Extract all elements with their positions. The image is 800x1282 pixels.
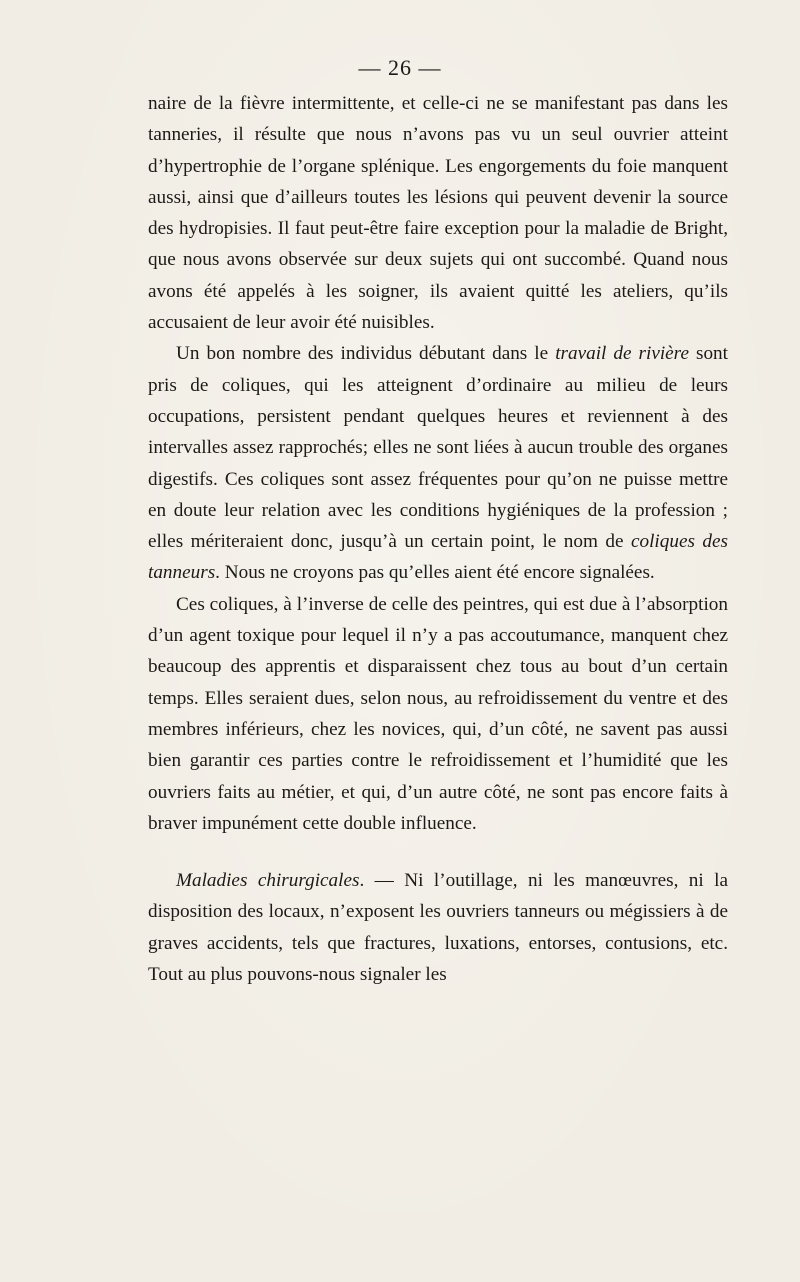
- italic-term-travail-de-riviere: travail de rivière: [555, 343, 689, 365]
- paragraph-4: [148, 865, 728, 990]
- body-text: [148, 88, 728, 990]
- paragraph-2-text-c: . Nous ne croyons pas qu’elles aient été encore signalées.: [215, 562, 655, 584]
- section-heading-maladies-chirurgicales: Maladies chirurgicales: [176, 870, 360, 892]
- paragraph-1: [148, 88, 728, 338]
- page-number: — 26 —: [358, 55, 442, 80]
- italic-term-coliques-des-tanneurs: coliques des tanneurs: [148, 531, 728, 584]
- paragraph-2-text-a: Un bon nombre des individus débutant dans le: [176, 343, 556, 365]
- paragraph-2-text-b: sont pris de coliques, qui les atteignent d’ordinaire au milieu de leurs occupations, persistent pendant quelques heures et reviennent à des intervalles assez rapprochés; elles ne sont liées à aucun trouble des organes digestifs. Ces coliques sont assez fréquentes pour qu’on ne puisse mettre en doute leur relation avec les conditions hygiéniques de la profession ; elles mériteraient donc, jusqu’à un certain point, le nom de: [148, 343, 728, 553]
- paragraph-4-text: . — Ni l’outillage, ni les manœuvres, ni la disposition des locaux, n’exposent les ouvriers tanneurs ou mégissiers à de graves accidents, tels que fractures, luxations, entorses, contusions, etc. Tout au plus pouvons-nous signaler les: [148, 870, 728, 986]
- paragraph-3-text: Ces coliques, à l’inverse de celle des peintres, qui est due à l’absorption d’un agent toxique pour lequel il n’y a pas accoutumance, manquent chez beaucoup des apprentis et disparaissent chez tous au bout d’un certain temps. Elles seraient dues, selon nous, au refroidissement du ventre et des membres inférieurs, chez les novices, qui, d’un côté, ne savent pas aussi bien garantir ces parties contre le refroidissement et l’humidité que les ouvriers faits au métier, et qui, d’un autre côté, ne sont pas encore faits à braver impunément cette double influence.: [148, 593, 728, 834]
- paragraph-1-text: naire de la fièvre intermittente, et celle-ci ne se manifestant pas dans les tanneries, il résulte que nous n’avons pas vu un seul ouvrier atteint d’hypertrophie de l’organe splénique. Les engorgements du foie manquent aussi, ainsi que d’ailleurs toutes les lésions qui peuvent devenir la source des hydropisies. Il faut peut-être faire exception pour la maladie de Bright, que nous avons observée sur deux sujets qui ont succombé. Quand nous avons été appelés à les soigner, ils avaient quitté les ateliers, qu’ils accusaient de leur avoir été nuisibles.: [148, 93, 728, 334]
- paragraph-3: [148, 589, 728, 839]
- paragraph-2: [148, 338, 728, 588]
